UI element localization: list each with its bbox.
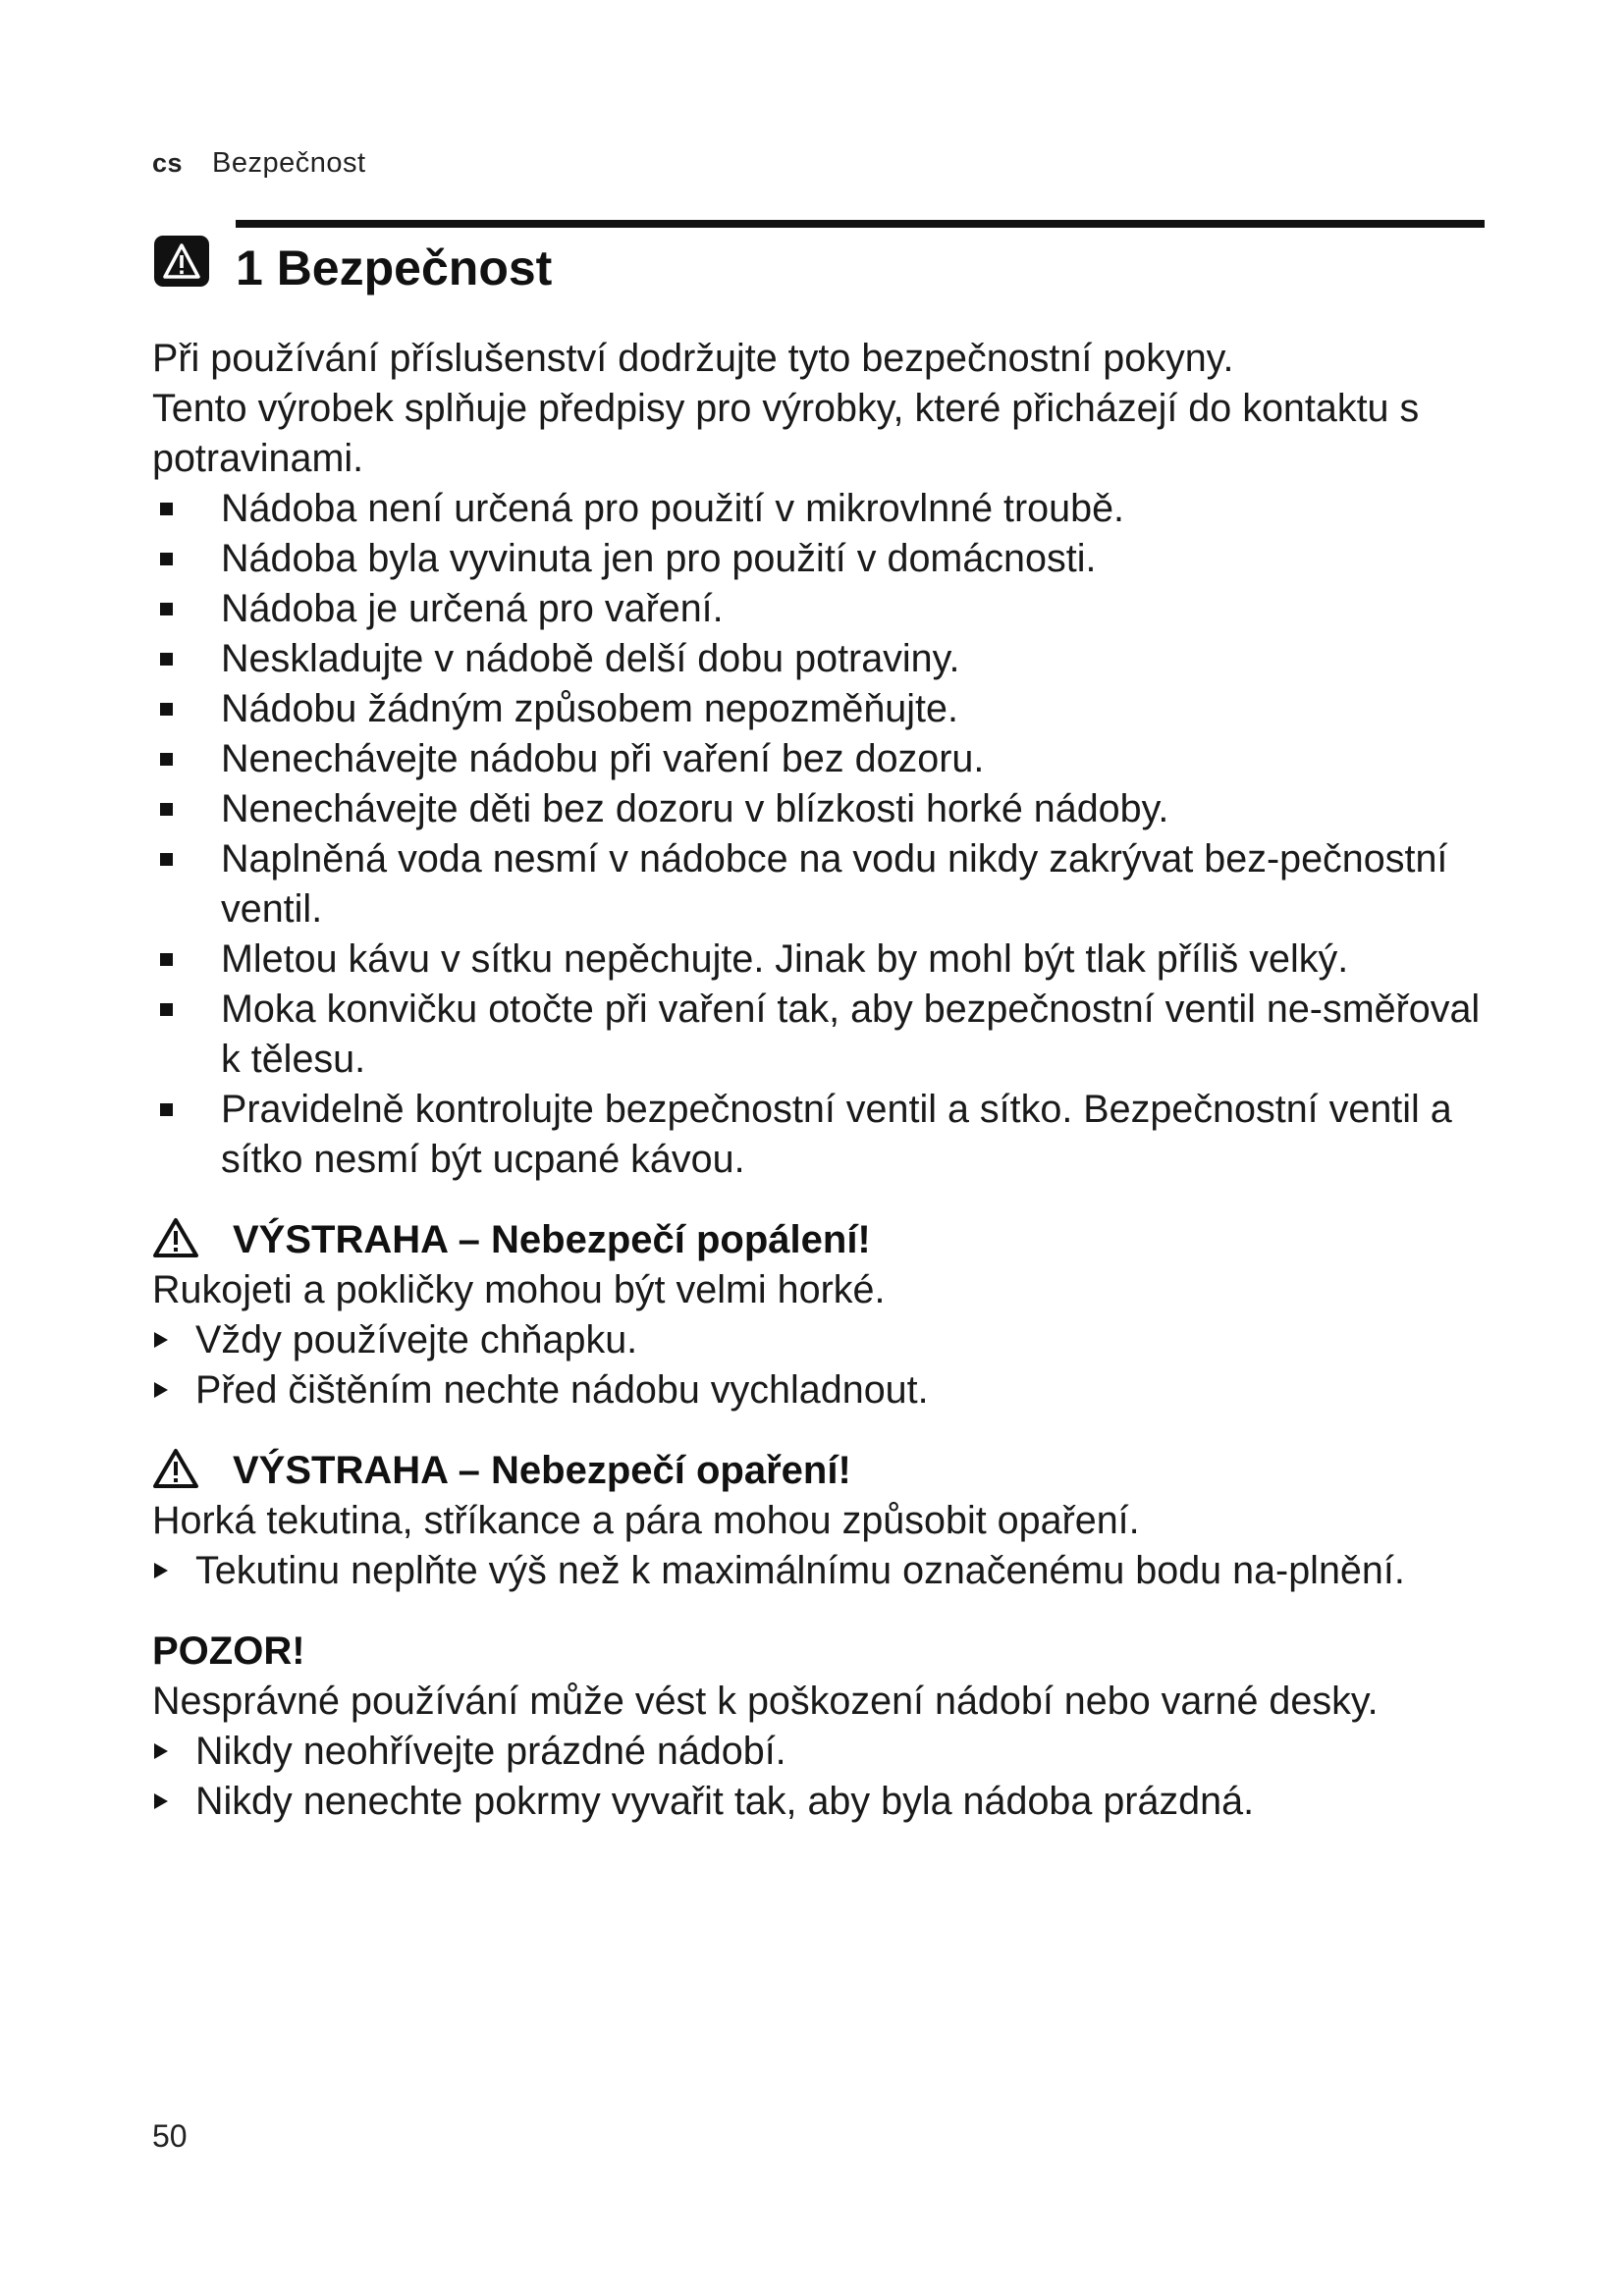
list-item: Mletou kávu v sítku nepěchujte. Jinak by mohl být tlak příliš velký. bbox=[152, 934, 1488, 985]
warning-text: Rukojeti a pokličky mohou být velmi horké. bbox=[152, 1268, 886, 1311]
warning-scald bbox=[152, 1445, 1488, 1596]
language-code: cs bbox=[152, 148, 184, 178]
arrow-bullet-icon bbox=[154, 1382, 168, 1398]
warning-triangle-icon bbox=[152, 1448, 199, 1489]
square-bullet-icon bbox=[160, 803, 173, 816]
square-bullet-icon bbox=[160, 1003, 173, 1016]
list-item: Nenechávejte děti bez dozoru v blízkosti horké nádoby. bbox=[152, 784, 1488, 834]
square-bullet-icon bbox=[160, 603, 173, 615]
header-section-name: Bezpečnost bbox=[212, 147, 366, 179]
intro-text-1: Při používání příslušenství dodržujte tyto bezpečnostní pokyny. bbox=[152, 337, 1234, 380]
list-item: Tekutinu neplňte výš než k maximálnímu označenému bodu na-plnění. bbox=[152, 1546, 1488, 1596]
square-bullet-icon bbox=[160, 703, 173, 716]
arrow-bullet-icon bbox=[154, 1793, 168, 1809]
list-item: Nenechávejte nádobu při vaření bez dozoru. bbox=[152, 734, 1488, 784]
square-bullet-icon bbox=[160, 653, 173, 666]
caution-heading: POZOR! bbox=[152, 1629, 305, 1673]
square-bullet-icon bbox=[160, 503, 173, 515]
arrow-bullet-icon bbox=[154, 1743, 168, 1759]
list-item: Pravidelně kontrolujte bezpečnostní ventil a sítko. Bezpečnostní ventil a sítko nesmí být ucpané kávou. bbox=[152, 1085, 1488, 1185]
warning-steps bbox=[152, 1546, 1488, 1596]
list-item: Nikdy nenechte pokrmy vyvařit tak, aby byla nádoba prázdná. bbox=[152, 1777, 1488, 1827]
warning-text: Horká tekutina, stříkance a pára mohou způsobit opaření. bbox=[152, 1499, 1140, 1542]
square-bullet-icon bbox=[160, 753, 173, 766]
warning-steps bbox=[152, 1315, 1488, 1415]
caution-text: Nesprávné používání může vést k poškození nádobí nebo varné desky. bbox=[152, 1680, 1379, 1723]
page-number: 50 bbox=[152, 2118, 188, 2154]
running-header bbox=[152, 147, 366, 180]
section-title: 1 Bezpečnost bbox=[236, 240, 553, 295]
warning-square-icon bbox=[152, 234, 211, 289]
list-item: Nádoba není určená pro použití v mikrovlnné troubě. bbox=[152, 484, 1488, 534]
caution-block bbox=[152, 1626, 1488, 1827]
arrow-bullet-icon bbox=[154, 1563, 168, 1578]
list-item: Neskladujte v nádobě delší dobu potraviny. bbox=[152, 634, 1488, 684]
list-item: Naplněná voda nesmí v nádobce na vodu nikdy zakrývat bez-pečnostní ventil. bbox=[152, 834, 1488, 934]
list-item: Před čištěním nechte nádobu vychladnout. bbox=[152, 1365, 1488, 1415]
list-item: Moka konvičku otočte při vaření tak, aby bezpečnostní ventil ne-směřoval k tělesu. bbox=[152, 985, 1488, 1085]
square-bullet-icon bbox=[160, 953, 173, 966]
list-item: Nikdy neohřívejte prázdné nádobí. bbox=[152, 1727, 1488, 1777]
arrow-bullet-icon bbox=[154, 1332, 168, 1348]
list-item: Vždy používejte chňapku. bbox=[152, 1315, 1488, 1365]
section-rule bbox=[236, 220, 1485, 228]
square-bullet-icon bbox=[160, 553, 173, 565]
caution-steps bbox=[152, 1727, 1488, 1827]
warning-heading: VÝSTRAHA – Nebezpečí popálení! bbox=[152, 1214, 1488, 1265]
list-item: Nádoba byla vyvinuta jen pro použití v domácnosti. bbox=[152, 534, 1488, 584]
list-item: Nádoba je určená pro vaření. bbox=[152, 584, 1488, 634]
intro-text-2: Tento výrobek splňuje předpisy pro výrobky, které přicházejí do kontaktu s potravinami. bbox=[152, 387, 1420, 480]
list-item: Nádobu žádným způsobem nepozměňujte. bbox=[152, 684, 1488, 734]
warning-heading: VÝSTRAHA – Nebezpečí opaření! bbox=[152, 1445, 1488, 1496]
square-bullet-icon bbox=[160, 1103, 173, 1116]
warning-burn bbox=[152, 1214, 1488, 1415]
safety-list bbox=[152, 484, 1488, 1185]
square-bullet-icon bbox=[160, 853, 173, 866]
warning-triangle-icon bbox=[152, 1217, 199, 1258]
main-content bbox=[152, 334, 1488, 1827]
